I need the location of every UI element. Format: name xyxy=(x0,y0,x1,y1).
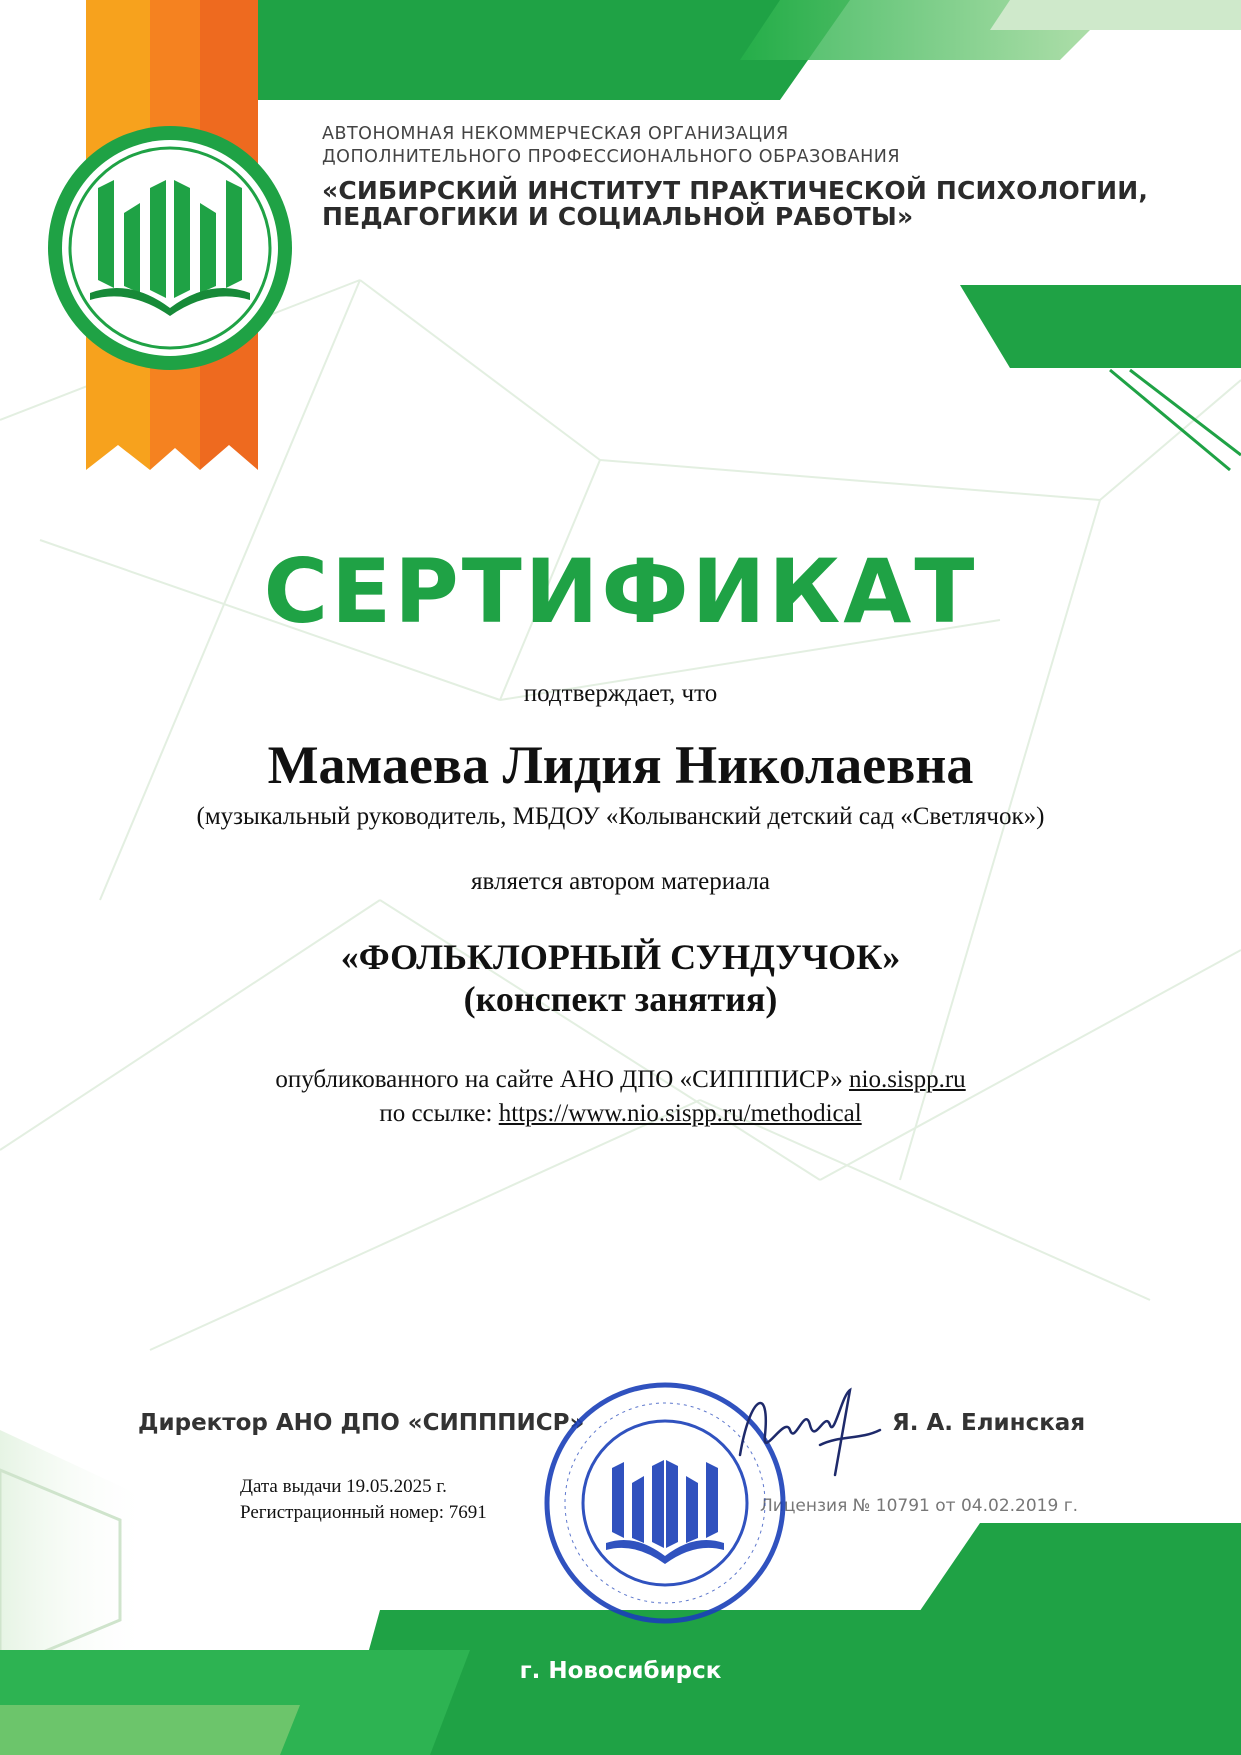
signer-name: Я. А. Елинская xyxy=(892,1410,1086,1436)
link-prefix: по ссылке: xyxy=(379,1100,499,1127)
registration-number: Регистрационный номер: 7691 xyxy=(240,1502,487,1523)
material-subtitle: (конспект занятия) xyxy=(463,979,778,1019)
org-line-2: ДОПОЛНИТЕЛЬНОГО ПРОФЕССИОНАЛЬНОГО ОБРАЗОВАНИЯ xyxy=(322,147,900,167)
signature xyxy=(730,1375,890,1485)
issue-date: Дата выдачи 19.05.2025 г. xyxy=(240,1476,447,1497)
published-prefix: опубликованного на сайте АНО ДПО «СИПППИСР» xyxy=(275,1066,849,1093)
published-line xyxy=(0,1066,1241,1094)
confirms-text: подтверждает, что xyxy=(523,680,718,707)
link-line xyxy=(0,1100,1241,1128)
material-title: «ФОЛЬКЛОРНЫЙ СУНДУЧОК» xyxy=(340,937,901,977)
is-author-text: является автором материала xyxy=(471,868,770,895)
org-line-1: АВТОНОМНАЯ НЕКОММЕРЧЕСКАЯ ОРГАНИЗАЦИЯ xyxy=(322,124,789,144)
license-text: Лицензия № 10791 от 04.02.2019 г. xyxy=(760,1496,1079,1516)
director-title: Директор АНО ДПО «СИПППИСР» xyxy=(138,1410,585,1436)
org-line-3: «СИБИРСКИЙ ИНСТИТУТ ПРАКТИЧЕСКОЙ ПСИХОЛОГИИ, xyxy=(322,176,1149,205)
certificate-title: СЕРТИФИКАТ xyxy=(263,540,978,643)
city-name: г. Новосибирск xyxy=(519,1658,722,1684)
org-line-4: ПЕДАГОГИКИ И СОЦИАЛЬНОЙ РАБОТЫ» xyxy=(322,202,914,231)
recipient-position: (музыкальный руководитель, МБДОУ «Колыванский детский сад «Светлячок») xyxy=(196,803,1045,830)
material-url-link[interactable]: https://www.nio.sispp.ru/methodical xyxy=(498,1100,862,1127)
recipient-name: Мамаева Лидия Николаевна xyxy=(267,735,974,795)
institute-emblem xyxy=(40,118,300,378)
site-link[interactable]: nio.sispp.ru xyxy=(849,1066,966,1093)
